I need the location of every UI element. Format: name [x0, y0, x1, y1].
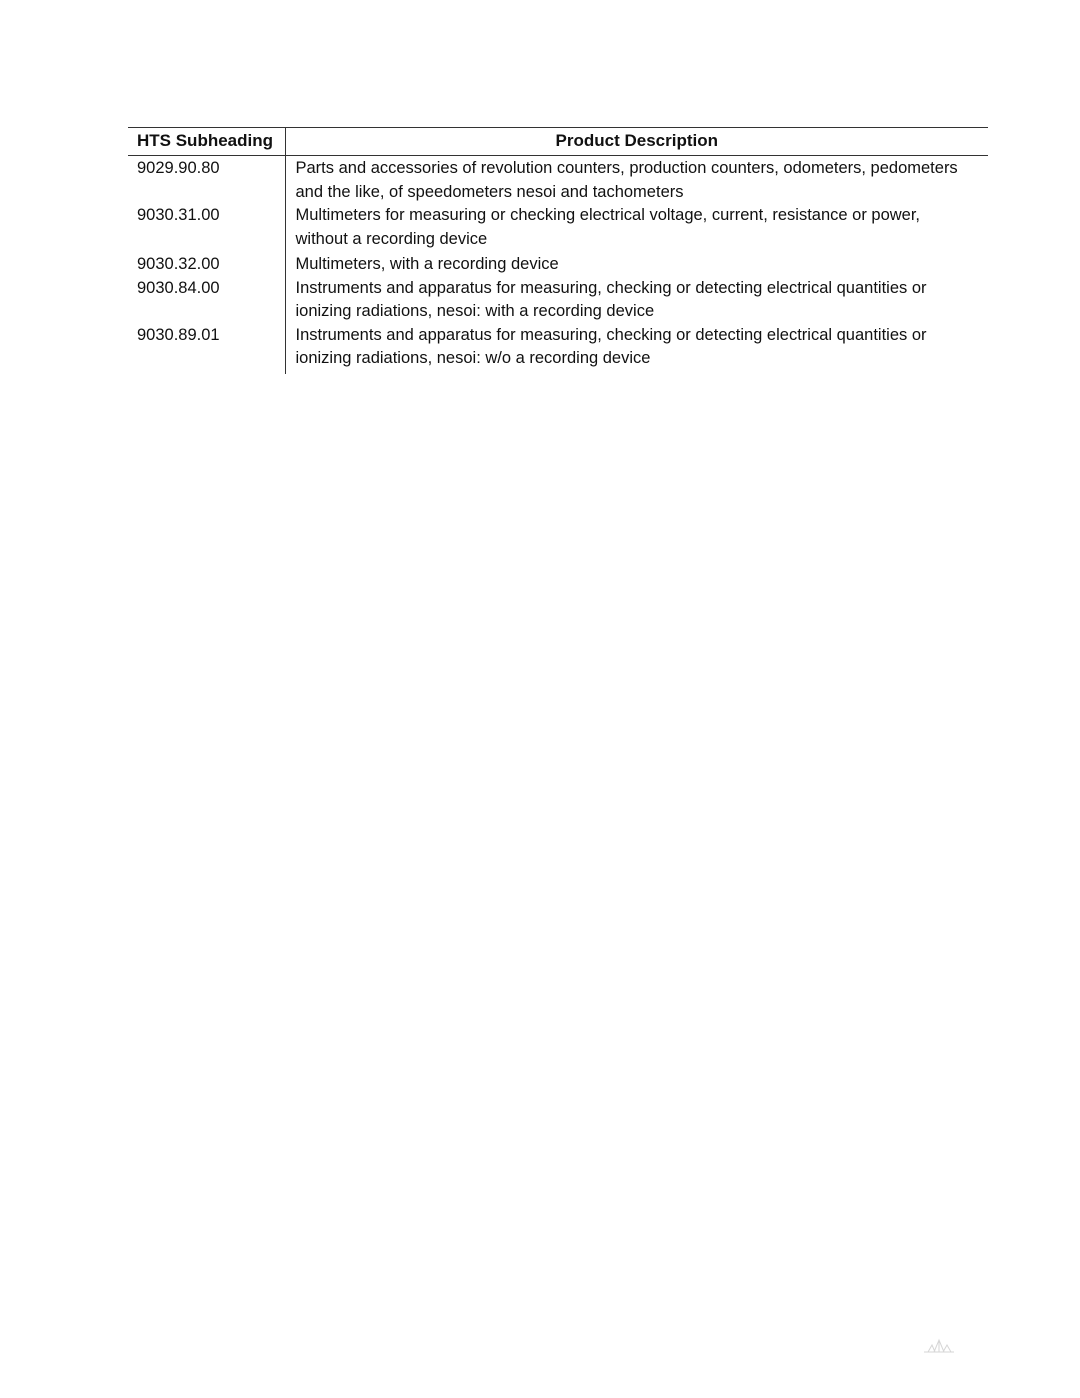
table-row: [128, 204, 988, 251]
product-description-cell: Multimeters, with a recording device: [295, 255, 559, 273]
hts-code-cell: 9030.89.01: [128, 324, 285, 374]
hts-code-cell: 9030.32.00: [128, 251, 285, 277]
product-description-cell: Instruments and apparatus for measuring, checking or detecting electrical quantities or ionizing radiations, nesoi: w/o a recording device: [295, 325, 927, 367]
hts-code-cell: 9030.84.00: [128, 277, 285, 324]
table-row: [128, 277, 988, 324]
product-description-cell: Multimeters for measuring or checking electrical voltage, current, resistance or power, without a recording device: [295, 206, 921, 248]
table-header-row: [128, 128, 988, 156]
column-header-hts-subheading: HTS Subheading: [128, 128, 285, 156]
hts-code-cell: 9030.31.00: [128, 204, 285, 251]
column-header-product-description: Product Description: [285, 128, 988, 156]
table-row: [128, 324, 988, 374]
table-row: [128, 251, 988, 277]
hts-code-cell: 9029.90.80: [128, 156, 285, 205]
hts-table-container: [128, 127, 988, 374]
hts-product-table: [128, 127, 988, 374]
watermark-mark-icon: [922, 1336, 956, 1354]
product-description-cell: Parts and accessories of revolution counters, production counters, odometers, pedometers and the like, of speedometers nesoi and tachometers: [295, 159, 958, 201]
table-row: [128, 156, 988, 205]
product-description-cell: Instruments and apparatus for measuring, checking or detecting electrical quantities or ionizing radiations, nesoi: with a recording device: [295, 278, 927, 320]
